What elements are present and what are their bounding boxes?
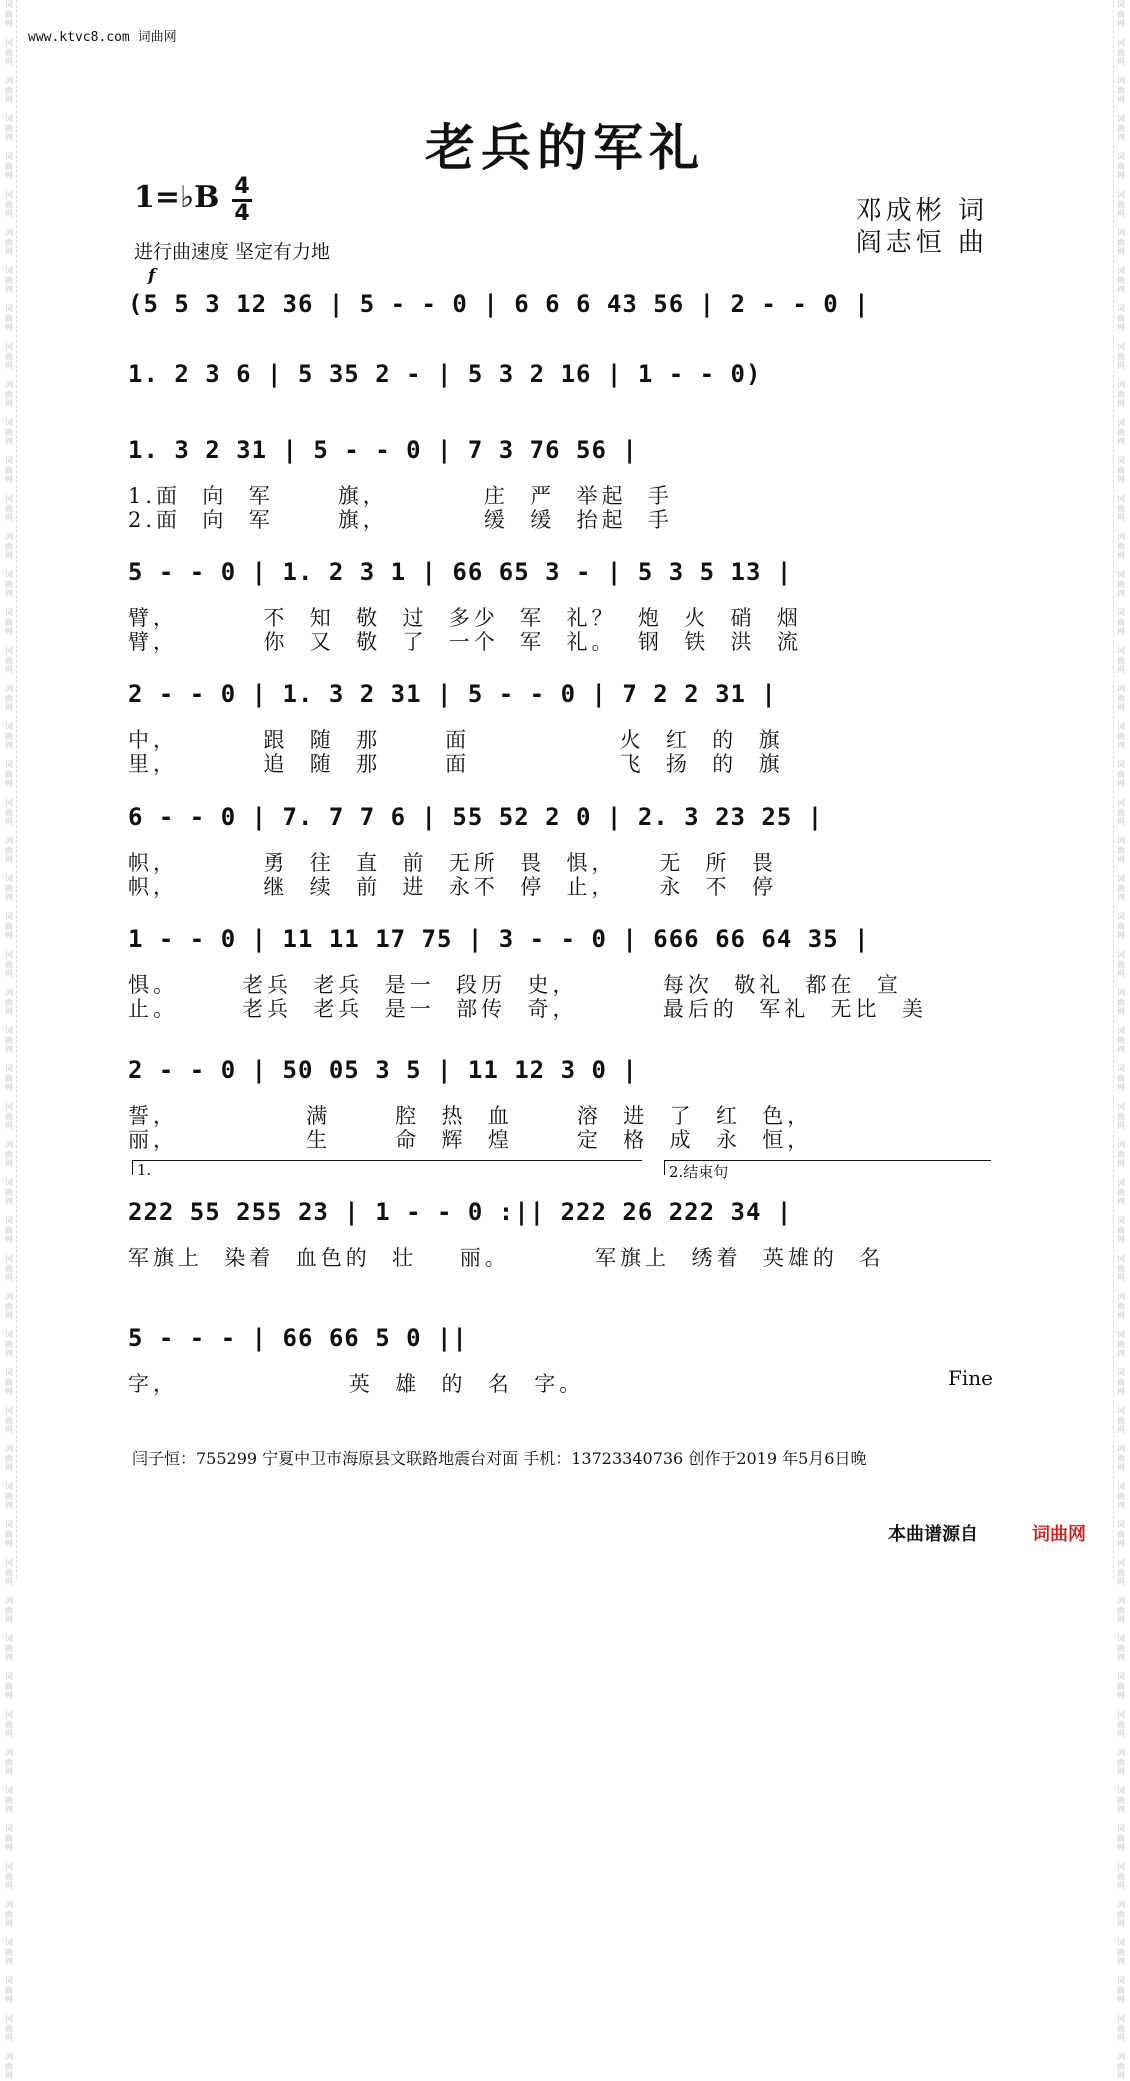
lyric-verse-2: 帜， 继 续 前 进 永不 停 止， 永 不 停 — [128, 875, 777, 899]
score-line — [128, 550, 998, 654]
lyric-verse-2: 臂， 你 又 敬 了 一个 军 礼。 钢 铁 洪 流 — [128, 630, 802, 654]
site-url[interactable]: www.ktvc8.com 词曲网 — [28, 30, 177, 45]
notation-row: 5 - - 0 | 1. 2 3 1 | 66 65 3 - | 5 3 5 13 | — [128, 558, 793, 586]
notation-row: 6 - - 0 | 7. 7 7 6 | 55 52 2 0 | 2. 3 23 25 | — [128, 803, 824, 831]
score-line — [128, 1316, 998, 1416]
lyric-verse-2: 止。 老兵 老兵 是一 部传 奇， 最后的 军礼 无比 美 — [128, 997, 927, 1021]
score-line — [128, 1048, 998, 1152]
key-signature: 1=♭B — [134, 180, 220, 215]
score-line — [128, 1190, 998, 1290]
time-bottom: 4 — [234, 201, 250, 226]
song-title: 老兵的军礼 — [425, 119, 705, 177]
lyricist-credit: 邓成彬 词 — [855, 196, 988, 226]
author-contact-footer: 闫子恒：755299 宁夏中卫市海原县文联路地震台对面 手机：13723340736 创作于2019 年5月6日晚 — [132, 1449, 867, 1468]
lyric-verse-2: 丽， 生 命 辉 煌 定 格 成 永 恒， — [128, 1128, 813, 1152]
score-line — [128, 795, 998, 899]
fine-marking: Fine — [948, 1366, 993, 1390]
notation-row: 1. 3 2 31 | 5 - - 0 | 7 3 76 56 | — [128, 436, 638, 464]
notation-row: 1 - - 0 | 11 11 17 75 | 3 - - 0 | 666 66 64 35 | — [128, 925, 870, 953]
volta-first-ending — [132, 1160, 642, 1179]
lyric-verse-1: 臂， 不 知 敬 过 多少 军 礼？ 炮 火 硝 烟 — [128, 606, 802, 630]
lyric-verse-2: 2.面 向 军 旗， 缓 缓 抬起 手 — [128, 508, 673, 532]
score-line — [128, 672, 998, 776]
notation-row: (5 5 3 12 36 | 5 - - 0 | 6 6 6 43 56 | 2 - - 0 | — [128, 290, 870, 318]
source-site-link[interactable]: 词曲网 — [1032, 1524, 1086, 1545]
composer-credit: 阎志恒 曲 — [855, 228, 988, 258]
volta-second-label: 2.结束句 — [669, 1163, 729, 1181]
volta-second-ending — [664, 1160, 991, 1181]
lyric-verse-1: 帜， 勇 往 直 前 无所 畏 惧， 无 所 畏 — [128, 851, 777, 875]
source-label: 本曲谱源自 — [888, 1524, 978, 1545]
score-line — [128, 428, 998, 532]
lyric-verse-1: 中， 跟 随 那 面 火 红 的 旗 — [128, 728, 784, 752]
lyric-verse-1: 惧。 老兵 老兵 是一 段历 史， 每次 敬礼 都在 宣 — [128, 973, 902, 997]
lyric-verse-1: 誓， 满 腔 热 血 溶 进 了 红 色， — [128, 1104, 813, 1128]
tempo-marking: 进行曲速度 坚定有力地 — [134, 241, 331, 263]
score-line — [128, 917, 998, 1021]
notation-row: 2 - - 0 | 50 05 3 5 | 11 12 3 0 | — [128, 1056, 638, 1084]
notation-row: 222 55 255 23 | 1 - - 0 :|| 222 26 222 34 | — [128, 1198, 793, 1226]
dynamic-marking: f — [148, 266, 156, 286]
lyric-verse-1: 1.面 向 军 旗， 庄 严 举起 手 — [128, 484, 673, 508]
time-signature — [232, 176, 252, 225]
volta-first-label: 1. — [137, 1161, 152, 1179]
left-watermark-strip: 词 曲 网 词 曲 网 词 曲 网 词 曲 网 词 曲 网 词 曲 网 词 曲 网 词 曲 网 词 曲 网 词 曲 网 词 曲 网 词 曲 网 词 曲 网 词 曲 网 词 曲 网 词 曲 网 词 曲 网 词 曲 网 词 曲 网 词 曲 网 词 曲 网 词 曲 网 词 曲 网 词 曲 网 词 曲 网 词 曲 网 词 曲 网 词 曲 网 词 曲 网 词 曲 网 词 曲 网 词 曲 网 词 曲 网 词 曲 网 词 曲 网 词 曲 网 词 曲 网 词 曲 网 词 曲 网 词 曲 网 词 曲 网 词 曲 网 词 曲 网 词 曲 网 词 曲 网 词 曲 网 词 曲 网 词 曲 网 词 曲 网 词 曲 网 词 曲 网 词 曲 网 词 曲 网 词 曲 网 词 曲 网 — [2, 0, 17, 1578]
lyric-verse-1: 字， 英 雄 的 名 字。 — [128, 1372, 585, 1396]
right-watermark-strip: 词 曲 网 词 曲 网 词 曲 网 词 曲 网 词 曲 网 词 曲 网 词 曲 网 词 曲 网 词 曲 网 词 曲 网 词 曲 网 词 曲 网 词 曲 网 词 曲 网 词 曲 网 词 曲 网 词 曲 网 词 曲 网 词 曲 网 词 曲 网 词 曲 网 词 曲 网 词 曲 网 词 曲 网 词 曲 网 词 曲 网 词 曲 网 词 曲 网 词 曲 网 词 曲 网 词 曲 网 词 曲 网 词 曲 网 词 曲 网 词 曲 网 词 曲 网 词 曲 网 词 曲 网 词 曲 网 词 曲 网 词 曲 网 词 曲 网 词 曲 网 词 曲 网 词 曲 网 词 曲 网 词 曲 网 词 曲 网 词 曲 网 词 曲 网 词 曲 网 词 曲 网 词 曲 网 词 曲 网 词 曲 网 — [1113, 0, 1128, 1578]
notation-row: 5 - - - | 66 66 5 0 || — [128, 1324, 468, 1352]
lyric-verse-2: 里， 追 随 那 面 飞 扬 的 旗 — [128, 752, 784, 776]
lyric-verse-1: 军旗上 染着 血色的 壮 丽。 军旗上 绣着 英雄的 名 — [128, 1246, 885, 1270]
notation-row: 1. 2 3 6 | 5 35 2 - | 5 3 2 16 | 1 - - 0) — [128, 360, 762, 388]
time-top: 4 — [234, 174, 250, 199]
notation-row: 2 - - 0 | 1. 3 2 31 | 5 - - 0 | 7 2 2 31 | — [128, 680, 777, 708]
